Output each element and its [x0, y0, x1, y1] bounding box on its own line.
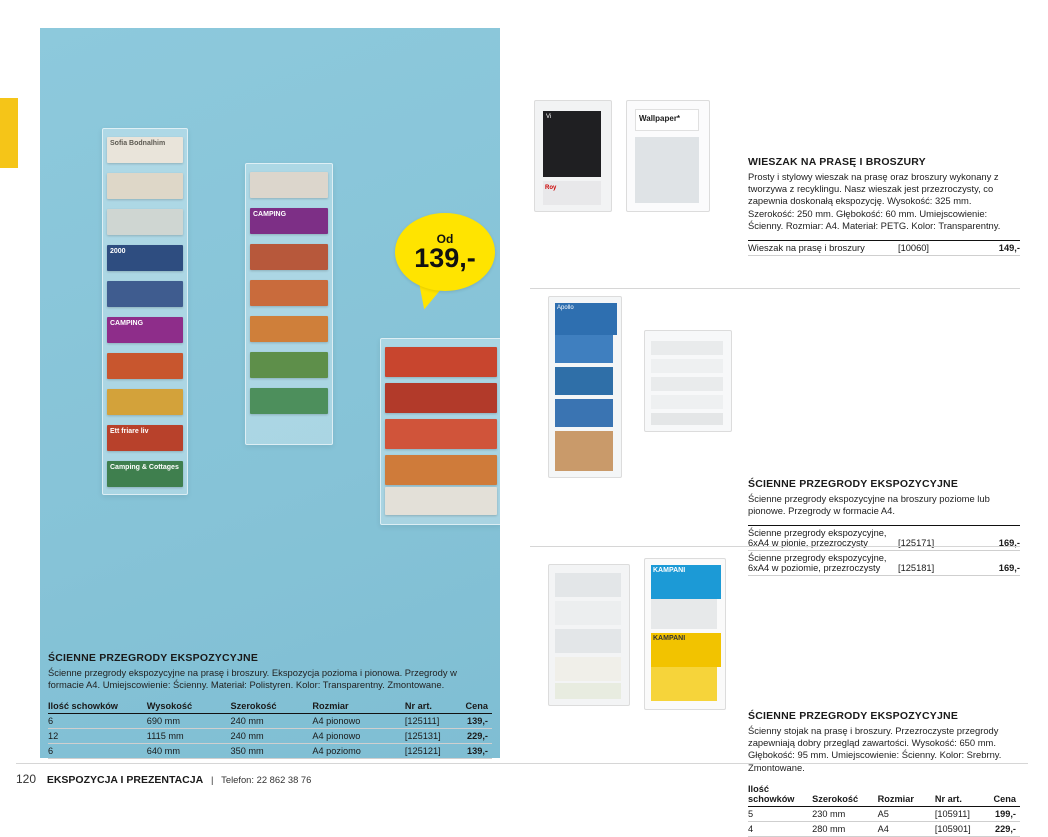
cell-price: 229,- — [994, 821, 1020, 836]
right-column — [530, 60, 1020, 834]
display-stand-left — [102, 128, 188, 495]
rack-photo-silver — [548, 564, 630, 706]
cell-art: [125121] — [405, 744, 466, 759]
cell-height: 640 mm — [147, 744, 231, 759]
cell-width: 240 mm — [230, 714, 312, 729]
cell-width: 280 mm — [812, 821, 878, 836]
cell-count: 6 — [48, 744, 147, 759]
page-footer — [16, 772, 311, 786]
photo-caption-4: Camping & Cottages — [110, 464, 179, 471]
cell-art: [125131] — [405, 729, 466, 744]
cell-count: 5 — [748, 806, 812, 821]
table-row — [748, 821, 1020, 836]
th-count-line2: schowków — [748, 793, 795, 804]
item-price: 169,- — [998, 538, 1020, 549]
table-header-row — [748, 782, 1020, 807]
item-name: Wieszak na prasę i broszury — [748, 243, 865, 254]
th-height: Wysokość — [147, 699, 231, 714]
magazine-label-kampani-2: KAMPANI — [653, 635, 686, 642]
th-width: Szerokość — [230, 699, 312, 714]
product-text-1 — [748, 156, 1020, 256]
product-text-3 — [748, 710, 1020, 837]
footer-phone: Telefon: 22 862 38 76 — [221, 774, 312, 785]
cell-price: 229,- — [466, 729, 492, 744]
product-title-2: ŚCIENNE PRZEGRODY EKSPOZYCYJNE — [748, 478, 959, 490]
price-bubble — [395, 213, 495, 291]
product-title-3: ŚCIENNE PRZEGRODY EKSPOZYCYJNE — [748, 710, 959, 722]
product-photo-2 — [540, 290, 740, 490]
left-column — [40, 28, 500, 758]
th-width: Szerokość — [812, 782, 878, 807]
photo-caption-0: Sofia Bodnalhim — [110, 140, 166, 147]
main-product-photo — [40, 28, 500, 758]
cell-price: 199,- — [994, 806, 1020, 821]
th-art: Nr art. — [935, 782, 994, 807]
magazine-label-wallpaper: Wallpaper* — [639, 114, 681, 123]
table-row — [48, 729, 492, 744]
left-product-table — [48, 699, 492, 759]
left-product-title: ŚCIENNE PRZEGRODY EKSPOZYCYJNE — [48, 652, 259, 664]
table-row — [48, 744, 492, 759]
item-price: 169,- — [998, 563, 1020, 574]
cell-width: 350 mm — [230, 744, 312, 759]
magazine-label-vi: Vi — [546, 114, 552, 120]
page-number: 120 — [16, 772, 37, 786]
cell-art: [125111] — [405, 714, 466, 729]
magazine-label-roy: Roy — [545, 185, 557, 191]
product-description-3: Ścienny stojak na prasę i broszury. Przezroczyste przegrody zapewniają dobry przegląd zawartości. Wysokość: 650 mm. Głębokość: 95 mm. Umiejscowienie: Ścienny. Kolor: Srebrny. Zmontowane. — [748, 725, 1002, 773]
cell-count: 6 — [48, 714, 147, 729]
th-count-line1: Ilość — [748, 783, 769, 794]
th-price: Cena — [466, 699, 492, 714]
display-stand-right — [380, 338, 500, 525]
cell-price: 139,- — [466, 714, 492, 729]
footer-section-title: EKSPOZYCJA I PREZENTACJA — [46, 774, 204, 786]
cell-price: 139,- — [466, 744, 492, 759]
cell-width: 240 mm — [230, 729, 312, 744]
item-row — [748, 240, 1020, 256]
photo-caption-2: 2000 — [110, 248, 126, 255]
rack-photo-vertical — [548, 296, 622, 478]
product-block-1 — [530, 60, 1020, 275]
cell-size: A4 — [878, 821, 935, 836]
table-header-row — [48, 699, 492, 714]
item-price: 149,- — [998, 243, 1020, 254]
table-row — [748, 806, 1020, 821]
footer-divider — [16, 763, 1028, 764]
product-table-3 — [748, 782, 1020, 837]
th-size: Rozmiar — [312, 699, 405, 714]
product-photo-1 — [530, 90, 730, 220]
price-bubble-value: 139,- — [414, 242, 476, 273]
th-price: Cena — [994, 782, 1020, 807]
th-size: Rozmiar — [878, 782, 935, 807]
left-product-info — [48, 652, 492, 759]
cell-art: [105901] — [935, 821, 994, 836]
magazine-label-apollo: Apollo — [557, 305, 574, 311]
item-art: [10060] — [898, 243, 930, 254]
cell-count: 12 — [48, 729, 147, 744]
th-count — [748, 782, 812, 807]
magazine-label-kampani-1: KAMPANI — [653, 567, 686, 574]
item-art: [125181] — [898, 563, 935, 574]
cell-height: 1115 mm — [147, 729, 231, 744]
product-block-3 — [530, 540, 1020, 834]
cell-size: A4 poziomo — [312, 744, 405, 759]
cell-art: [105911] — [935, 806, 994, 821]
price-bubble-od: Od — [436, 231, 454, 246]
item-name-line1: Ścienne przegrody ekspozycyjne, — [748, 553, 887, 564]
rack-photo-b — [626, 100, 710, 212]
table-row — [48, 714, 492, 729]
cell-height: 690 mm — [147, 714, 231, 729]
rack-photo-a — [534, 100, 612, 212]
item-name-line2: 6xA4 w pionie, przezroczysty — [748, 538, 868, 549]
photo-caption-1: CAMPING — [110, 320, 144, 327]
cell-width: 230 mm — [812, 806, 878, 821]
item-name-line1: Ścienne przegrody ekspozycyjne, — [748, 528, 887, 539]
photo-caption-3: Ett friare liv — [110, 428, 149, 435]
product-title-1: WIESZAK NA PRASĘ I BROSZURY — [748, 156, 926, 168]
th-count: Ilość schowków — [48, 699, 147, 714]
cell-count: 4 — [748, 821, 812, 836]
cell-size: A4 pionowo — [312, 714, 405, 729]
cell-size: A4 pionowo — [312, 729, 405, 744]
cell-size: A5 — [878, 806, 935, 821]
item-art: [125171] — [898, 538, 935, 549]
rack-photo-kampani — [644, 558, 726, 710]
footer-separator: | — [210, 774, 214, 785]
th-art: Nr art. — [405, 699, 466, 714]
product-description-2: Ścienne przegrody ekspozycyjne na broszury poziome lub pionowe. Przegrody w formacie A4. — [748, 493, 990, 517]
rack-photo-horizontal — [644, 330, 732, 432]
page-edge-tab — [0, 98, 18, 168]
left-product-description: Ścienne przegrody ekspozycyjne na prasę i broszury. Ekspozycja pozioma i pionowa. Przegrody w formacie A4. Umiejscowienie: Ścienny. Materiał: Polistyren. Kolor: Transparentny. Zmontowane. — [48, 667, 457, 691]
display-stand-middle: CAMPING — [245, 163, 333, 445]
product-description-1: Prosty i stylowy wieszak na prasę oraz broszury wykonany z tworzywa z recyklingu. Nasz wieszak jest przezroczysty, co zapewnia doskonałą ekspozycję. Wysokość: 325 mm. Szerokość: 250 mm. Głębokość: 60 mm. Umiejscowienie: Ścienny. Rozmiar: A4. Materiał: PETG. Kolor: Transparentny. — [748, 171, 1001, 231]
product-photo-3 — [540, 544, 740, 734]
item-name-line2: 6xA4 w poziomie, przezroczysty — [748, 563, 881, 574]
